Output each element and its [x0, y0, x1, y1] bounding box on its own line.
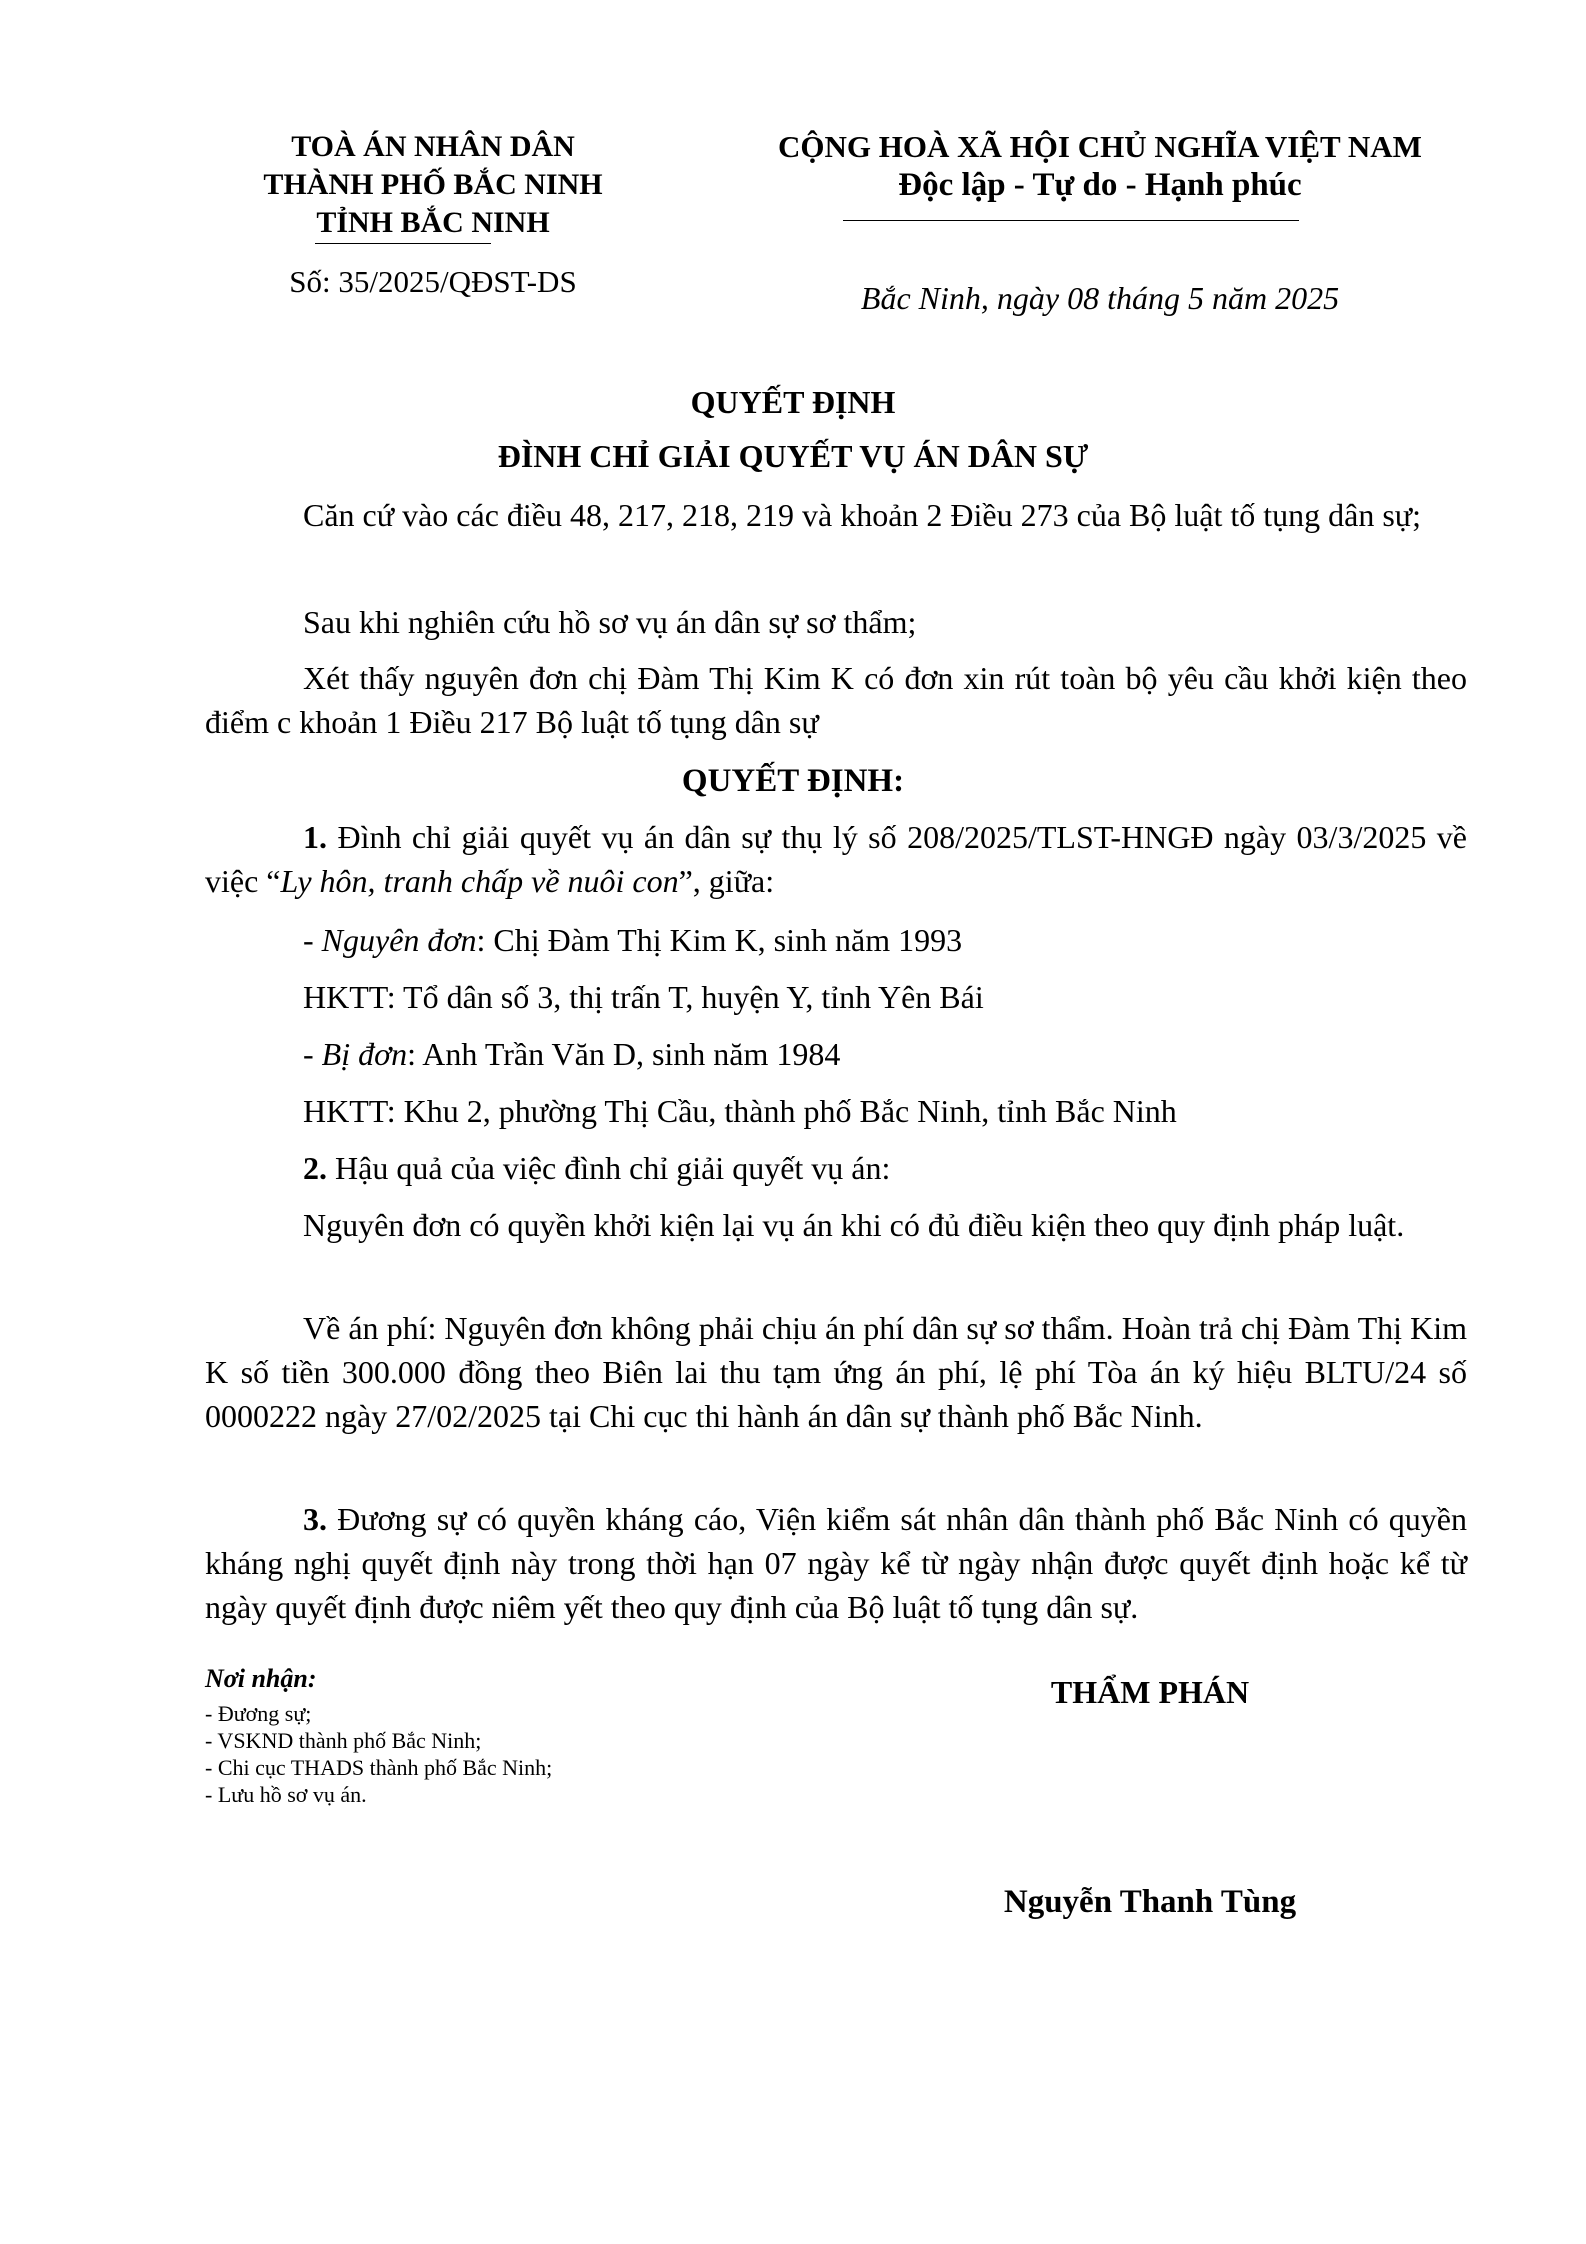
signer-role: THẨM PHÁN	[1050, 1674, 1250, 1710]
recipient-item: - Lưu hồ sơ vụ án.	[205, 1782, 367, 1807]
plaintiff-label: Nguyên đơn	[321, 922, 477, 958]
preamble-basis: Căn cứ vào các điều 48, 217, 218, 219 và khoản 2 Điều 273 của Bộ luật tố tụng dân sự;	[303, 497, 1422, 533]
document-subtitle: ĐÌNH CHỈ GIẢI QUYẾT VỤ ÁN DÂN SỰ	[497, 438, 1089, 474]
recipient-item: - Chi cục THADS thành phố Bắc Ninh;	[205, 1755, 553, 1780]
country-motto: Độc lập - Tự do - Hạnh phúc	[898, 167, 1302, 203]
preamble-consideration: Xét thấy nguyên đơn chị Đàm Thị Kim K có đơn xin rút toàn bộ yêu cầu khởi kiện theo điểm c khoản 1 Điều 217 Bộ luật tố tụng dân sự	[205, 660, 1467, 740]
item-1-text-b: ”, giữa:	[678, 863, 775, 899]
decision-heading: QUYẾT ĐỊNH:	[681, 763, 905, 799]
court-name-line1: TOÀ ÁN NHÂN DÂN	[291, 130, 575, 163]
recipients-label: Nơi nhận:	[205, 1664, 317, 1693]
defendant-info: : Anh Trần Văn D, sinh năm 1984	[407, 1036, 841, 1072]
recipient-item: - Đương sự;	[205, 1701, 312, 1726]
item-3-number: 3.	[303, 1501, 327, 1537]
item-2-rights: Nguyên đơn có quyền khởi kiện lại vụ án khi có đủ điều kiện theo quy định pháp luật.	[303, 1207, 1405, 1243]
item-1-number: 1.	[303, 819, 327, 855]
signer-name: Nguyễn Thanh Tùng	[1003, 1884, 1297, 1920]
country-name: CỘNG HOÀ XÃ HỘI CHỦ NGHĨA VIỆT NAM	[778, 129, 1422, 164]
item-3-text: Đương sự có quyền kháng cáo, Viện kiểm sát nhân dân thành phố Bắc Ninh có quyền kháng nghị quyết định này trong thời hạn 07 ngày kể từ ngày nhận được quyết định hoặc kể từ ngày quyết định được niêm yết theo quy định của Bộ luật tố tụng dân sự.	[205, 1501, 1467, 1625]
defendant-address: HKTT: Khu 2, phường Thị Cầu, thành phố Bắc Ninh, tỉnh Bắc Ninh	[303, 1093, 1177, 1129]
case-type: Ly hôn, tranh chấp về nuôi con	[280, 863, 679, 899]
defendant-line: - Bị đơn: Anh Trần Văn D, sinh năm 1984	[303, 1036, 841, 1072]
plaintiff-info: : Chị Đàm Thị Kim K, sinh năm 1993	[476, 922, 963, 958]
decision-item-1	[205, 815, 1467, 903]
document-date: Bắc Ninh, ngày 08 tháng 5 năm 2025	[860, 280, 1340, 316]
preamble-review: Sau khi nghiên cứu hồ sơ vụ án dân sự sơ thẩm;	[303, 604, 917, 640]
decision-item-3	[205, 1497, 1467, 1629]
item-2-court-fee: Về án phí: Nguyên đơn không phải chịu án phí dân sự sơ thẩm. Hoàn trả chị Đàm Thị Kim K số tiền 300.000 đồng theo Biên lai thu tạm ứng án phí, lệ phí Tòa án ký hiệu BLTU/24 số 0000222 ngày 27/02/2025 tại Chi cục thi hành án dân sự thành phố Bắc Ninh.	[205, 1310, 1467, 1434]
header-right-underline	[843, 220, 1299, 221]
header-left-underline	[315, 243, 491, 244]
recipient-item: - VSKND thành phố Bắc Ninh;	[205, 1728, 482, 1753]
plaintiff-line: - Nguyên đơn: Chị Đàm Thị Kim K, sinh năm 1993	[303, 922, 963, 958]
item-1-text-a: Đình chỉ giải quyết vụ án dân sự thụ lý số 208/2025/TLST-HNGĐ ngày 03/3/2025 về việc “	[205, 819, 1467, 899]
document-number: Số: 35/2025/QĐST-DS	[289, 264, 577, 299]
plaintiff-address: HKTT: Tổ dân số 3, thị trấn T, huyện Y, tỉnh Yên Bái	[303, 979, 984, 1015]
item-2-number: 2.	[303, 1150, 327, 1186]
document-title: QUYẾT ĐỊNH	[690, 384, 896, 420]
decision-item-2	[303, 1146, 890, 1190]
court-name-line2: THÀNH PHỐ BẮC NINH	[263, 168, 603, 201]
item-2-heading: Hậu quả của việc đình chỉ giải quyết vụ án:	[327, 1150, 891, 1186]
defendant-label: Bị đơn	[321, 1036, 408, 1072]
court-name-line3: TỈNH BẮC NINH	[316, 206, 550, 239]
